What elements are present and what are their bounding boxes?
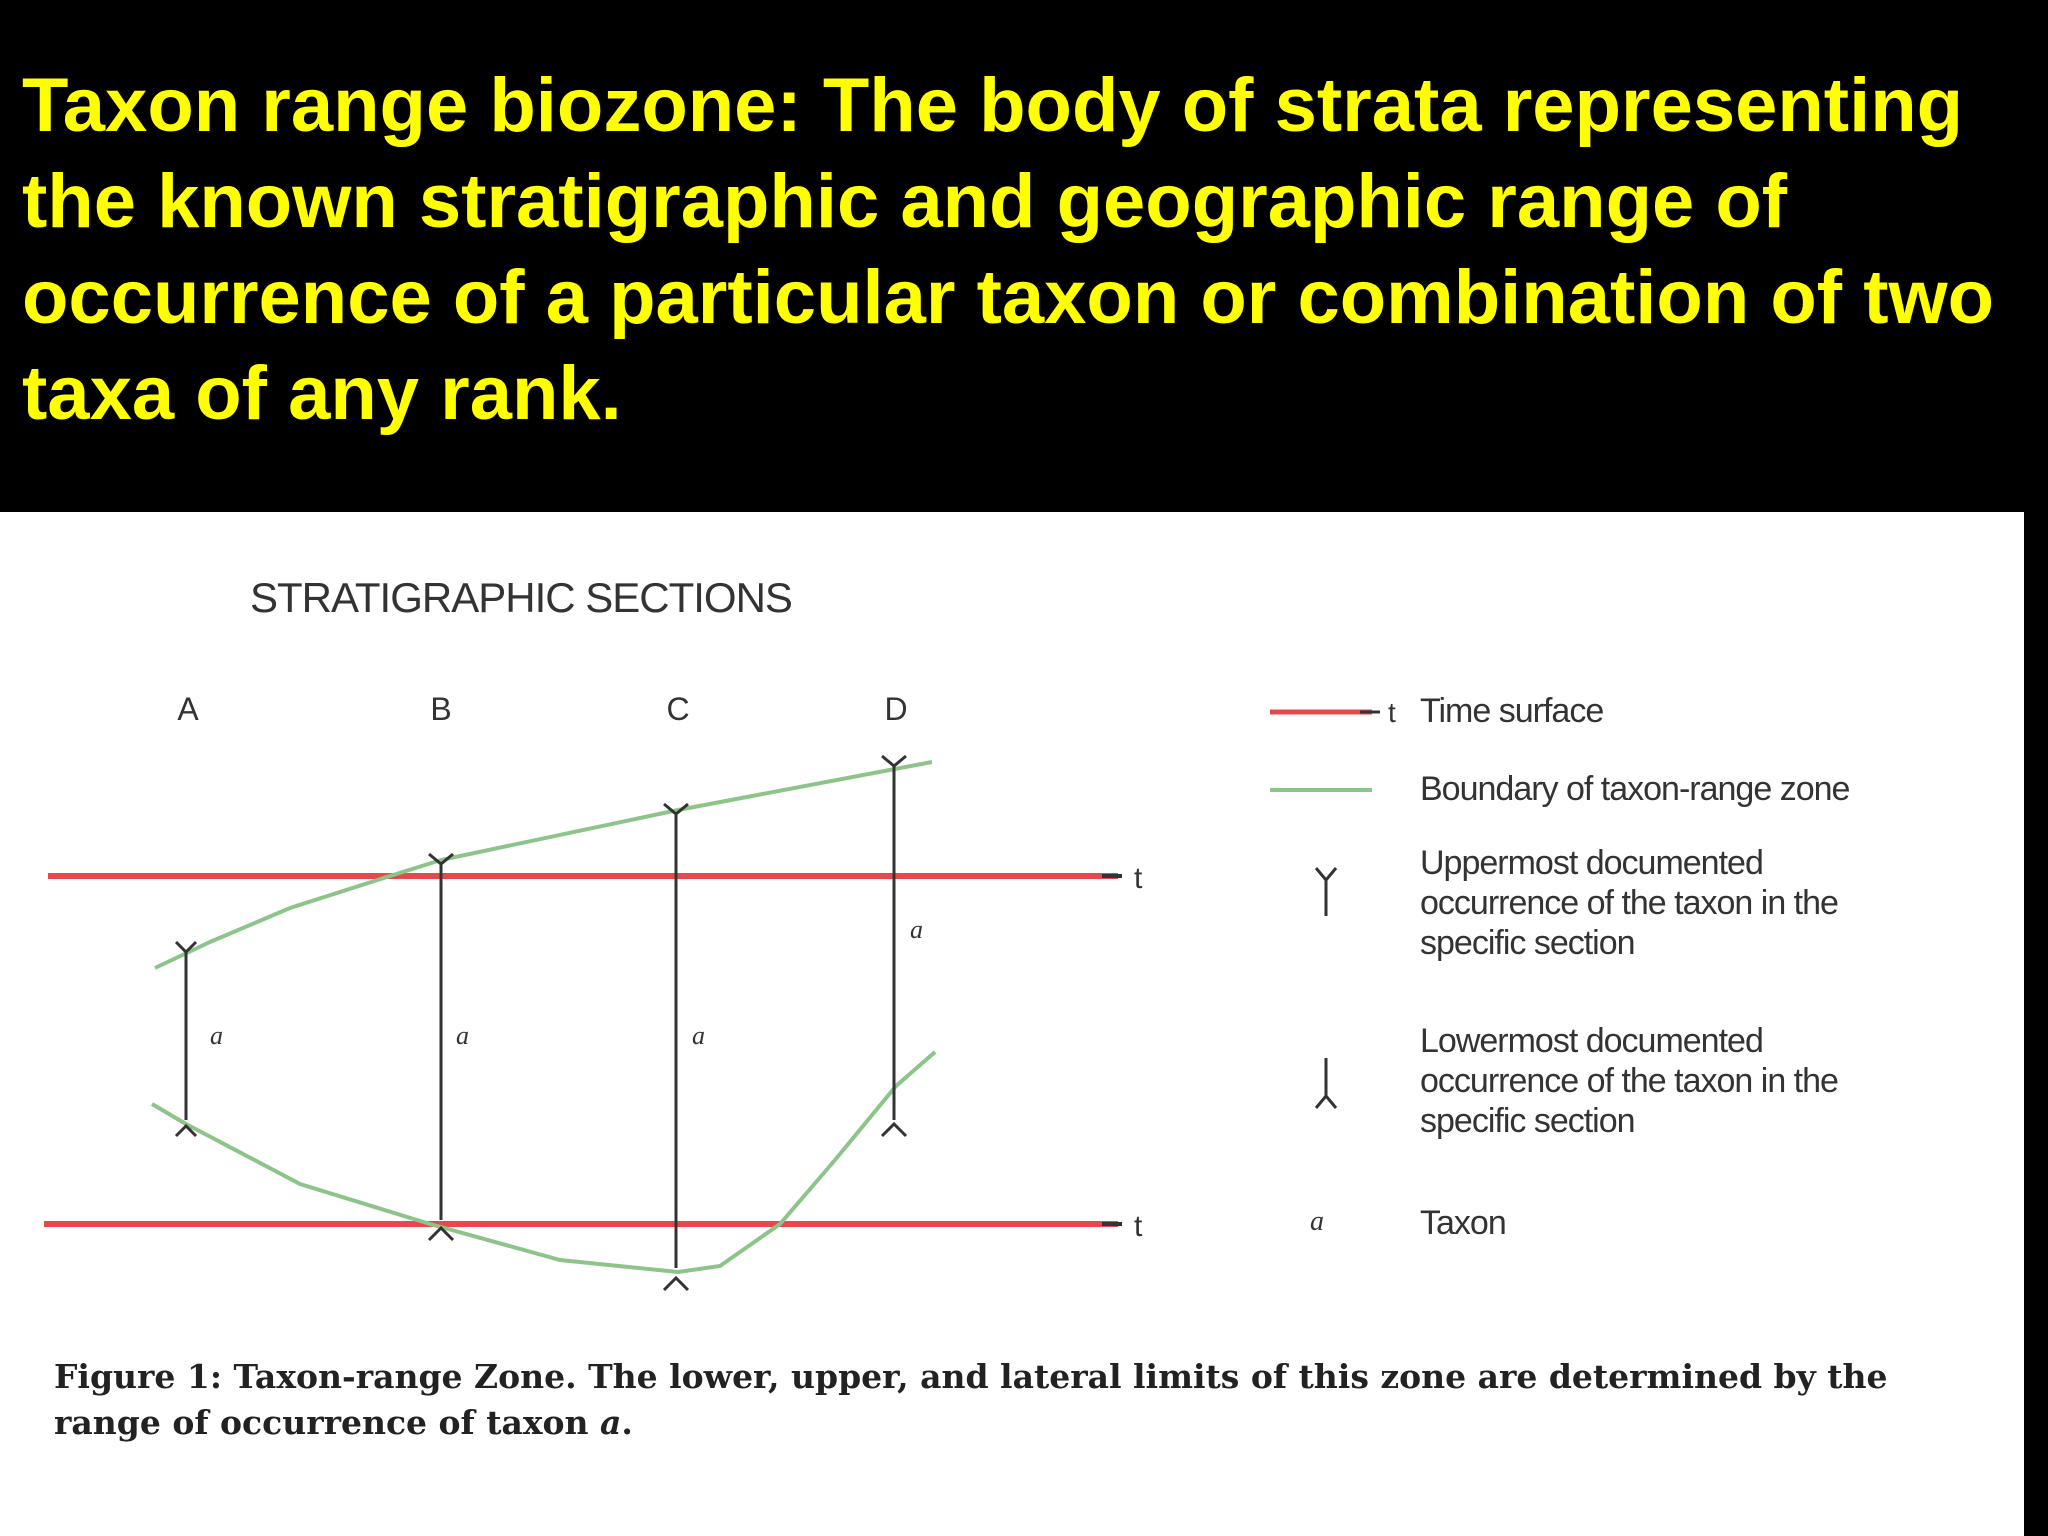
zone-boundary-upper: [155, 762, 932, 968]
taxon-label-d: a: [910, 915, 923, 944]
legend-text-uppermost-3: specific section: [1420, 924, 1635, 962]
time-surface-label-lower: t: [1134, 1210, 1143, 1243]
section-label-c: C: [666, 691, 690, 727]
caption-taxon: a: [600, 1403, 622, 1442]
lowermost-marker-c: [664, 1278, 688, 1290]
figure-title: STRATIGRAPHIC SECTIONS: [250, 574, 792, 621]
legend-text-zone-boundary: Boundary of taxon-range zone: [1420, 770, 1850, 808]
heading-term: Taxon range biozone: [22, 63, 777, 148]
legend-symbol-time-surface: t: [1388, 697, 1396, 728]
time-surface-label-upper: t: [1134, 862, 1143, 895]
taxon-label-a: a: [210, 1021, 223, 1050]
legend-text-lowermost-1: Lowermost documented: [1420, 1022, 1763, 1060]
lowermost-marker-d: [882, 1124, 906, 1136]
legend-lowermost-icon: [1316, 1058, 1336, 1108]
legend-symbol-taxon: a: [1310, 1206, 1324, 1237]
caption-suffix: .: [621, 1403, 633, 1442]
legend: [1270, 692, 1850, 1242]
legend-text-taxon: Taxon: [1420, 1204, 1506, 1242]
figure-panel: [0, 512, 2024, 1536]
section-label-d: D: [884, 691, 908, 727]
legend-text-uppermost-1: Uppermost documented: [1420, 844, 1763, 882]
legend-text-time-surface: Time surface: [1420, 692, 1604, 730]
taxon-label-c: a: [692, 1021, 705, 1050]
zone-boundary-lower: [152, 1052, 935, 1272]
legend-uppermost-icon: [1316, 868, 1336, 916]
taxon-label-b: a: [456, 1021, 469, 1050]
figure-caption: [54, 1354, 2004, 1446]
legend-text-lowermost-2: occurrence of the taxon in the: [1420, 1062, 1838, 1100]
section-label-b: B: [430, 691, 452, 727]
heading-separator: :: [776, 63, 823, 148]
legend-text-uppermost-2: occurrence of the taxon in the: [1420, 884, 1838, 922]
caption-prefix: Figure 1: Taxon-range Zone. The lower, upper, and lateral limits of this zone are determined by the range of occurrence of taxon: [54, 1357, 1888, 1442]
section-label-a: A: [177, 691, 199, 727]
uppermost-marker-d: [882, 756, 906, 766]
slide-heading: [22, 58, 2022, 442]
legend-text-lowermost-3: specific section: [1420, 1102, 1635, 1140]
heading-definition: The body of strata representing the known stratigraphic and geographic range of occurrence of a particular taxon or combination of two taxa of any rank.: [22, 63, 1995, 436]
